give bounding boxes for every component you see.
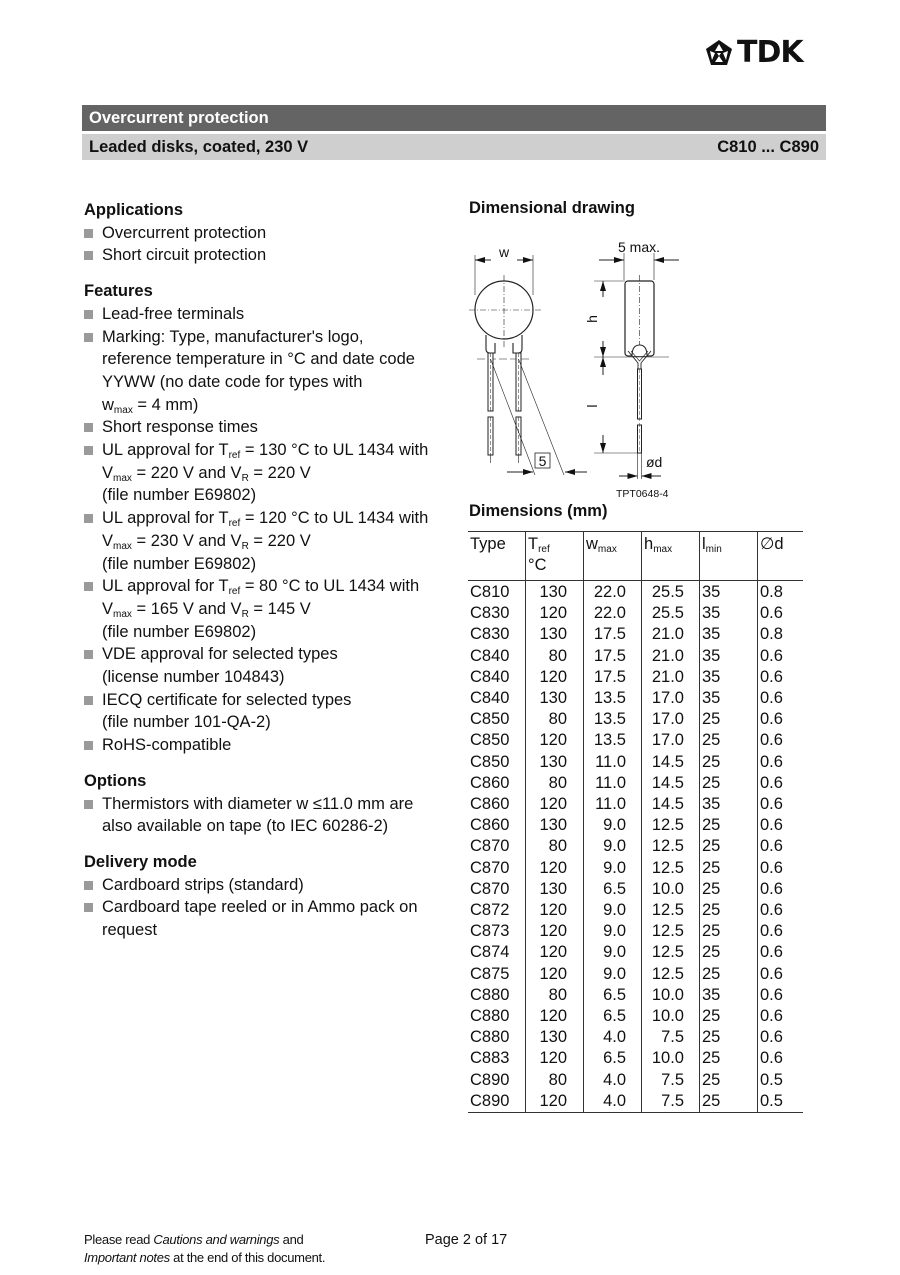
cell-type: C850 (470, 710, 510, 729)
cell-l: 25 (700, 709, 758, 730)
cell-tref: 130 (526, 688, 584, 709)
cell-l: 35 (700, 624, 758, 645)
cell-tref: 120 (526, 1048, 584, 1069)
bullet-square-icon (84, 446, 93, 455)
cell-tref: 80 (526, 709, 584, 730)
cell-type: C875 (470, 964, 510, 983)
cell-l: 25 (700, 942, 758, 963)
cell-l: 25 (700, 921, 758, 942)
options-title: Options (84, 771, 147, 790)
cell-d: 0.5 (758, 1070, 804, 1091)
cell-type: C870 (470, 879, 510, 898)
dimensions-table (468, 531, 803, 1113)
bullet-square-icon (84, 333, 93, 342)
cell-tref: 120 (526, 603, 584, 624)
list-item: Cardboard strips (standard) (84, 874, 454, 897)
cell-tref: 120 (526, 1091, 584, 1113)
header-lmin: $l_{min}$ (700, 532, 758, 581)
list-item: Thermistors with diameter w ≤11.0 mm are also available on tape (to IEC 60286-2) (84, 793, 454, 838)
cell-d: 0.6 (758, 709, 804, 730)
cell-d: 0.6 (758, 879, 804, 900)
cell-type: C890 (470, 1070, 510, 1089)
cell-w: 9.0 (584, 836, 642, 857)
cell-h: 10.0 (642, 1006, 700, 1027)
left-column (84, 199, 454, 955)
applications-section (84, 199, 454, 267)
cell-h: 25.5 (642, 581, 700, 604)
header-tref: $T_{ref}$ °C (526, 532, 584, 581)
label-5-max: 5 max. (617, 239, 661, 255)
cell-d: 0.6 (758, 688, 804, 709)
list-item: Marking: Type, manufacturer's logo, reference temperature in °C and date code YYWW (no date code for types with $w_{max} = 4$ mm) (84, 326, 454, 417)
cell-tref: 120 (526, 858, 584, 879)
cell-l: 25 (700, 900, 758, 921)
cell-tref: 120 (526, 667, 584, 688)
bullet-square-icon (84, 423, 93, 432)
cell-type: C880 (470, 1028, 510, 1047)
cell-h: 7.5 (642, 1091, 700, 1113)
table-row (468, 709, 803, 730)
table-row (468, 667, 803, 688)
bullet-square-icon (84, 903, 93, 912)
options-section (84, 770, 454, 838)
cell-h: 25.5 (642, 603, 700, 624)
features-title: Features (84, 282, 153, 301)
cell-d: 0.6 (758, 836, 804, 857)
bullet-square-icon (84, 881, 93, 890)
footer-notice: Please read Cautions and warnings and Important notes at the end of this document. (84, 1232, 326, 1265)
cell-w: 17.5 (584, 646, 642, 667)
list-item: RoHS-compatible (84, 734, 454, 757)
cell-type: C880 (470, 1007, 510, 1026)
cell-d: 0.6 (758, 900, 804, 921)
table-row (468, 773, 803, 794)
cell-h: 14.5 (642, 794, 700, 815)
cell-type: C860 (470, 816, 510, 835)
cell-tref: 130 (526, 624, 584, 645)
cell-l: 25 (700, 730, 758, 751)
list-item: IECQ certificate for selected types (file number 101-QA-2) (84, 689, 454, 734)
table-header-row (468, 532, 803, 581)
table-row (468, 815, 803, 836)
cell-l: 35 (700, 581, 758, 604)
label-od: ød (646, 454, 663, 470)
cell-w: 11.0 (584, 794, 642, 815)
cell-h: 7.5 (642, 1070, 700, 1091)
cell-type: C810 (470, 583, 510, 601)
front-view (469, 255, 587, 475)
cell-d: 0.6 (758, 667, 804, 688)
cell-tref: 80 (526, 1070, 584, 1091)
cell-l: 25 (700, 1048, 758, 1069)
type-range: C810 ... C890 (717, 138, 819, 156)
cell-d: 0.6 (758, 858, 804, 879)
cell-d: 0.6 (758, 1027, 804, 1048)
cell-tref: 120 (526, 730, 584, 751)
label-w: w (498, 244, 510, 260)
cell-h: 17.0 (642, 730, 700, 751)
cell-w: 9.0 (584, 815, 642, 836)
cell-h: 12.5 (642, 900, 700, 921)
list-item: Short response times (84, 416, 454, 439)
bullet-square-icon (84, 229, 93, 238)
cell-l: 35 (700, 667, 758, 688)
table-row (468, 900, 803, 921)
cell-h: 17.0 (642, 688, 700, 709)
bullet-square-icon (84, 696, 93, 705)
cell-w: 13.5 (584, 730, 642, 751)
cell-h: 12.5 (642, 836, 700, 857)
cell-tref: 120 (526, 921, 584, 942)
cell-h: 12.5 (642, 921, 700, 942)
list-item: UL approval for $T_{ref} = 120$ °C to UL 1434 with $V_{max} = 230$ V and $V_R = 220$ V (file number E69802) (84, 507, 454, 575)
cell-tref: 80 (526, 836, 584, 857)
table-row (468, 985, 803, 1006)
cell-l: 25 (700, 815, 758, 836)
cell-h: 10.0 (642, 1048, 700, 1069)
cell-l: 25 (700, 858, 758, 879)
cell-type: C860 (470, 795, 510, 814)
cell-h: 12.5 (642, 858, 700, 879)
cell-l: 25 (700, 1091, 758, 1113)
category-title: Overcurrent protection (89, 109, 269, 127)
dimensions-table-body (468, 581, 803, 1113)
drawing-ref: TPT0648-4 (616, 488, 669, 500)
cell-d: 0.6 (758, 985, 804, 1006)
cell-tref: 130 (526, 1027, 584, 1048)
tdk-star-logo-icon (704, 39, 734, 67)
drawing-title: Dimensional drawing (469, 199, 635, 217)
bullet-square-icon (84, 582, 93, 591)
table-row (468, 1006, 803, 1027)
cell-type: C890 (468, 1091, 526, 1113)
cell-d: 0.6 (758, 752, 804, 773)
list-item: Short circuit protection (84, 244, 454, 267)
cell-w: 17.5 (584, 667, 642, 688)
table-row (468, 646, 803, 667)
table-row (468, 1048, 803, 1069)
cell-w: 6.5 (584, 1048, 642, 1069)
cell-tref: 120 (526, 900, 584, 921)
tdk-logo (704, 35, 828, 70)
cell-tref: 130 (526, 752, 584, 773)
list-item: UL approval for $T_{ref} = 80$ °C to UL 1434 with $V_{max} = 165$ V and $V_R = 145$ V (file number E69802) (84, 575, 454, 643)
cell-d: 0.6 (758, 773, 804, 794)
cell-d: 0.6 (758, 1006, 804, 1027)
cell-tref: 80 (526, 773, 584, 794)
drawing-svg (469, 235, 699, 503)
cell-tref: 80 (526, 646, 584, 667)
table-row (468, 752, 803, 773)
cell-type: C840 (470, 646, 510, 665)
cell-d: 0.6 (758, 646, 804, 667)
table-row (468, 942, 803, 963)
table-row (468, 730, 803, 751)
cell-tref: 120 (526, 1006, 584, 1027)
header-hmax: $h_{max}$ (642, 532, 700, 581)
cell-d: 0.8 (758, 581, 804, 604)
bullet-square-icon (84, 310, 93, 319)
cell-type: C870 (470, 837, 510, 856)
cell-type: C870 (470, 858, 510, 877)
cell-d: 0.6 (758, 942, 804, 963)
table-row (468, 581, 803, 604)
cell-type: C840 (470, 667, 510, 686)
cell-l: 35 (700, 603, 758, 624)
important-notes-link: Important notes (84, 1250, 170, 1265)
cell-h: 10.0 (642, 985, 700, 1006)
cell-w: 22.0 (584, 603, 642, 624)
cell-l: 25 (700, 773, 758, 794)
cell-d: 0.6 (758, 730, 804, 751)
cell-h: 12.5 (642, 815, 700, 836)
cell-type: C850 (470, 731, 510, 750)
cell-type: C830 (470, 625, 510, 644)
cell-h: 21.0 (642, 646, 700, 667)
table-row (468, 858, 803, 879)
cell-w: 4.0 (584, 1027, 642, 1048)
list-item: Overcurrent protection (84, 222, 454, 245)
delivery-title: Delivery mode (84, 852, 197, 871)
table-row (468, 603, 803, 624)
cell-type: C874 (470, 943, 510, 962)
cell-l: 25 (700, 752, 758, 773)
cell-l: 35 (700, 794, 758, 815)
cell-d: 0.6 (758, 921, 804, 942)
cell-l: 35 (700, 985, 758, 1006)
cell-l: 25 (700, 836, 758, 857)
cell-w: 11.0 (584, 773, 642, 794)
cell-type: C883 (470, 1049, 510, 1068)
cell-h: 14.5 (642, 752, 700, 773)
cell-w: 4.0 (584, 1091, 642, 1113)
cell-d: 0.6 (758, 964, 804, 985)
cell-type: C830 (470, 604, 510, 623)
list-item: VDE approval for selected types (license number 104843) (84, 643, 454, 688)
features-section (84, 280, 454, 757)
delivery-section (84, 851, 454, 942)
cell-type: C860 (470, 773, 510, 792)
cell-w: 6.5 (584, 985, 642, 1006)
bullet-square-icon (84, 800, 93, 809)
page-number: Page 2 of 17 (425, 1232, 508, 1248)
cell-w: 9.0 (584, 942, 642, 963)
dimensions-title: Dimensions (mm) (469, 502, 608, 520)
label-h: h (584, 315, 600, 323)
cell-w: 11.0 (584, 752, 642, 773)
bullet-square-icon (84, 251, 93, 260)
cell-l: 25 (700, 879, 758, 900)
cell-type: C872 (470, 901, 510, 920)
table-row (468, 688, 803, 709)
cell-w: 13.5 (584, 709, 642, 730)
header-od: ∅d (758, 532, 804, 581)
cell-l: 25 (700, 964, 758, 985)
cell-d: 0.6 (758, 603, 804, 624)
right-column (469, 199, 809, 218)
cell-h: 12.5 (642, 964, 700, 985)
cell-type: C850 (470, 752, 510, 771)
cell-w: 6.5 (584, 1006, 642, 1027)
cell-h: 21.0 (642, 624, 700, 645)
cell-tref: 80 (526, 985, 584, 1006)
bullet-square-icon (84, 514, 93, 523)
cell-w: 9.0 (584, 858, 642, 879)
cell-d: 0.5 (758, 1091, 804, 1113)
header-wmax: $w_{max}$ (584, 532, 642, 581)
cell-w: 13.5 (584, 688, 642, 709)
list-item: Lead-free terminals (84, 303, 454, 326)
cell-h: 7.5 (642, 1027, 700, 1048)
cell-d: 0.6 (758, 1048, 804, 1069)
cell-w: 22.0 (584, 581, 642, 604)
applications-title: Applications (84, 201, 184, 219)
cell-type: C873 (470, 922, 510, 941)
table-row (468, 964, 803, 985)
product-band (82, 134, 826, 160)
table-row (468, 1091, 803, 1113)
cell-w: 17.5 (584, 624, 642, 645)
cell-d: 0.6 (758, 794, 804, 815)
cell-type: C840 (470, 689, 510, 708)
cell-w: 9.0 (584, 921, 642, 942)
cautions-link: Cautions and warnings (153, 1232, 280, 1247)
cell-h: 14.5 (642, 773, 700, 794)
cell-l: 25 (700, 1006, 758, 1027)
cell-tref: 120 (526, 794, 584, 815)
table-row (468, 879, 803, 900)
cell-tref: 120 (526, 964, 584, 985)
cell-w: 6.5 (584, 879, 642, 900)
cell-l: 35 (700, 688, 758, 709)
header-type: Type (468, 532, 526, 581)
cell-l: 35 (700, 646, 758, 667)
cell-w: 4.0 (584, 1070, 642, 1091)
table-row (468, 794, 803, 815)
cell-d: 0.6 (758, 815, 804, 836)
cell-tref: 130 (526, 581, 584, 604)
cell-l: 25 (700, 1070, 758, 1091)
cell-type: C880 (470, 985, 510, 1004)
cell-l: 25 (700, 1027, 758, 1048)
table-row (468, 836, 803, 857)
cell-tref: 130 (526, 815, 584, 836)
list-item: Cardboard tape reeled or in Ammo pack on request (84, 896, 454, 941)
cell-w: 9.0 (584, 964, 642, 985)
cell-tref: 130 (526, 879, 584, 900)
product-title: Leaded disks, coated, 230 V (89, 138, 309, 156)
bullet-square-icon (84, 650, 93, 659)
table-row (468, 1070, 803, 1091)
dimensional-drawing (469, 235, 699, 503)
label-l: l (584, 404, 600, 408)
brand-name: TDK (737, 35, 803, 70)
cell-h: 10.0 (642, 879, 700, 900)
table-row (468, 1027, 803, 1048)
label-pitch: 5 (538, 453, 547, 469)
table-row (468, 921, 803, 942)
cell-h: 21.0 (642, 667, 700, 688)
cell-h: 17.0 (642, 709, 700, 730)
category-band (82, 105, 826, 131)
bullet-square-icon (84, 741, 93, 750)
cell-w: 9.0 (584, 900, 642, 921)
cell-h: 12.5 (642, 942, 700, 963)
table-row (468, 624, 803, 645)
cell-d: 0.8 (758, 624, 804, 645)
list-item: UL approval for $T_{ref} = 130$ °C to UL 1434 with $V_{max} = 220$ V and $V_R = 220$ V (file number E69802) (84, 439, 454, 507)
cell-tref: 120 (526, 942, 584, 963)
